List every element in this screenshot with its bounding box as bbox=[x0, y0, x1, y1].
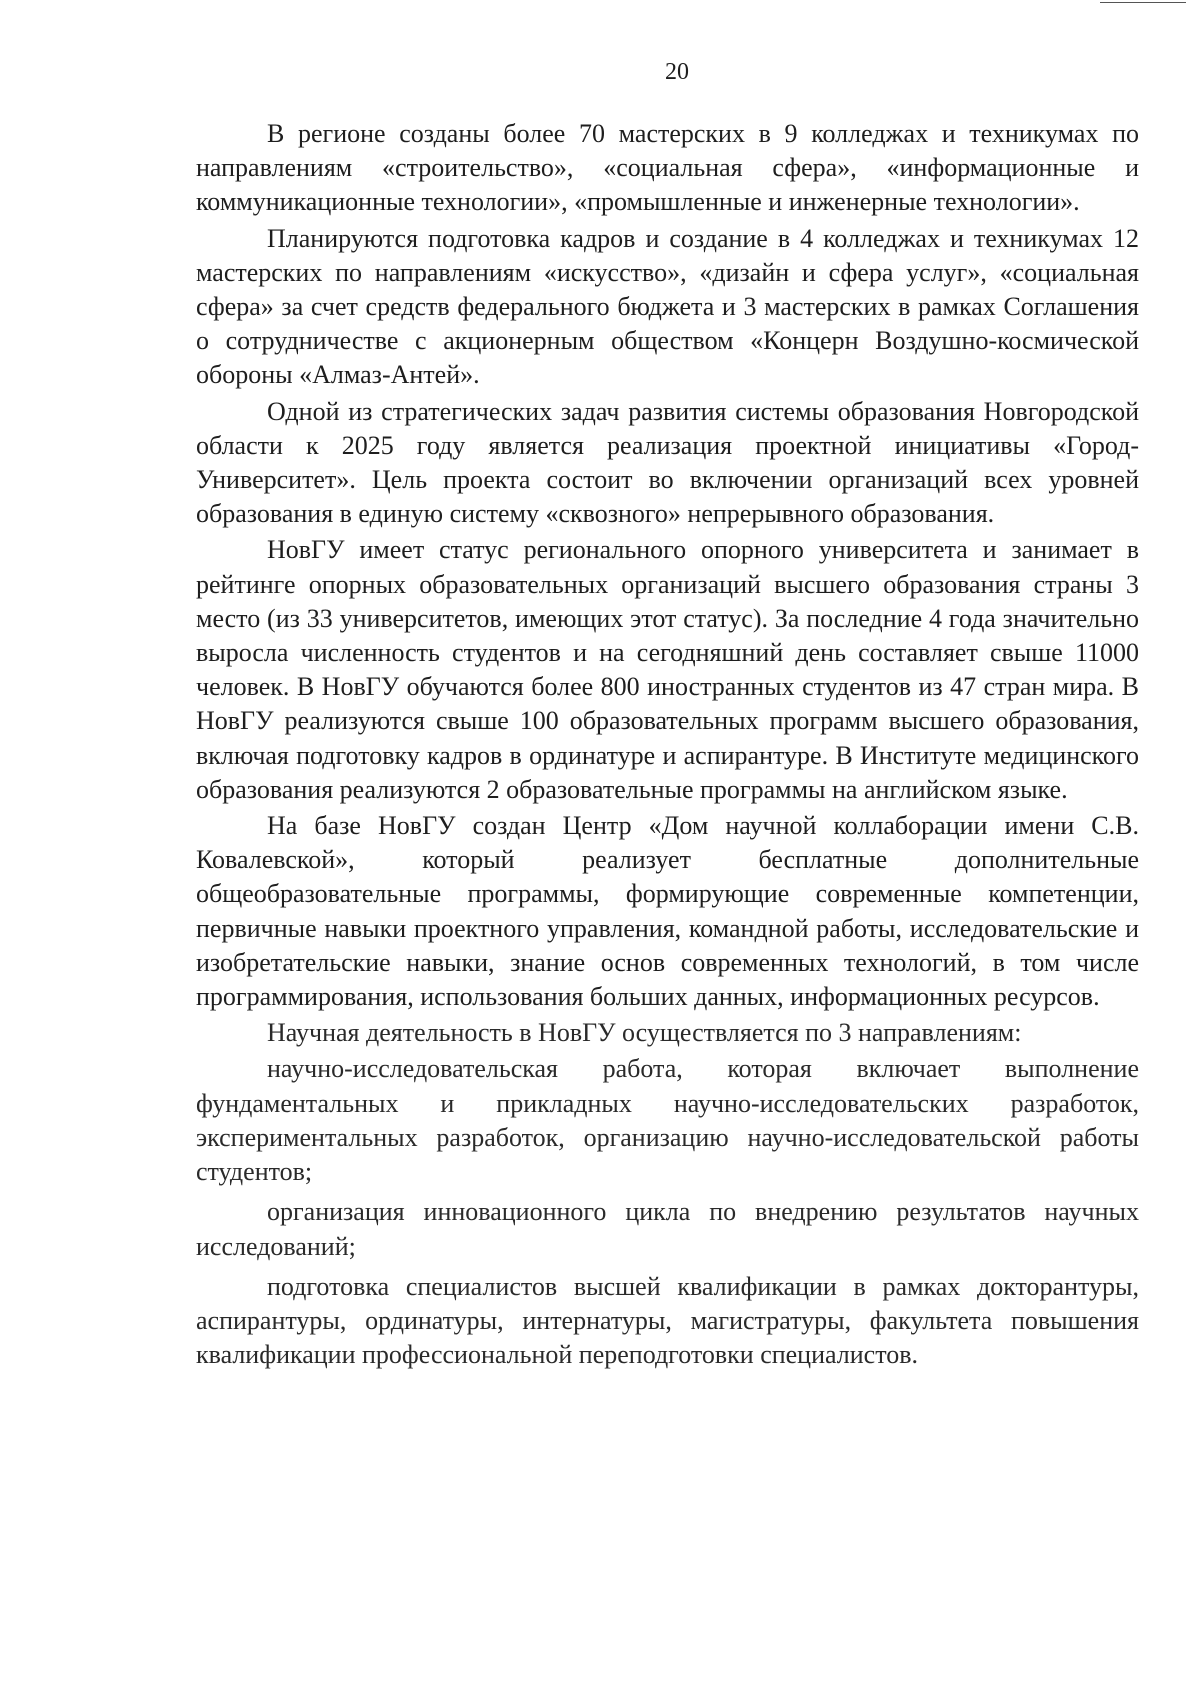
page-number: 20 bbox=[665, 59, 689, 85]
list-item-innovation-cycle: организация инновационного цикла по внедрению результатов научных исследований; bbox=[196, 1197, 1139, 1261]
list-item-specialist-training: подготовка специалистов высшей квалификации в рамках докторантуры, аспирантуры, ординатуры, интернатуры, магистратуры, факультета повышения квалификации профессиональной переподготовки специалистов. bbox=[196, 1271, 1139, 1370]
scan-corner-line bbox=[1100, 2, 1186, 3]
paragraph-kovalevskaya-center: На базе НовГУ создан Центр «Дом научной коллаборации имени С.В. Ковалевской», который реализует бесплатные дополнительные общеобразовательные программы, формирующие современные компетенции, первичные навыки проектного управления, командной работы, исследовательские и изобретательские навыки, знание основ современных технологий, в том числе программирования, использования больших данных, информационных ресурсов. bbox=[196, 811, 1139, 1012]
paragraph-city-university: Одной из стратегических задач развития системы образования Новгородской области к 2025 году является реализация проектной инициативы «Город-Университет». Цель проекта состоит во включении организаций всех уровней образования в единую систему «сквозного» непрерывного образования. bbox=[196, 396, 1139, 529]
paragraph-research-intro: Научная деятельность в НовГУ осуществляется по 3 направлениям: bbox=[267, 1018, 1022, 1048]
paragraph-planned-training: Планируются подготовка кадров и создание в 4 колледжах и техникумах 12 мастерских по направлениям «искусство», «дизайн и сфера услуг», «социальная сфера» за счет средств федерального бюджета и 3 мастерских в рамках Соглашения о сотрудничестве с акционерным обществом «Концерн Воздушно-космической обороны «Алмаз-Антей». bbox=[196, 223, 1139, 390]
paragraph-workshops: В регионе созданы более 70 мастерских в 9 колледжах и техникумах по направлениям «строительство», «социальная сфера», «информационные и коммуникационные технологии», «промышленные и инженерные технологии». bbox=[196, 119, 1139, 217]
list-item-research-work: научно-исследовательская работа, которая включает выполнение фундаментальных и прикладных научно-исследовательских разработок, экспериментальных разработок, организацию научно-исследовательской работы студентов; bbox=[196, 1054, 1139, 1187]
body-text bbox=[196, 117, 1139, 1372]
paragraph-novgu-status: НовГУ имеет статус регионального опорного университета и занимает в рейтинге опорных образовательных организаций высшего образования страны 3 место (из 33 университетов, имеющих этот статус). За последние 4 года значительно выросла численность студентов и на сегодняшний день составляет свыше 11000 человек. В НовГУ обучаются более 800 иностранных студентов из 47 стран мира. В НовГУ реализуются свыше 100 образовательных программ высшего образования, включая подготовку кадров в ординатуре и аспирантуре. В Институте медицинского образования реализуются 2 образовательные программы на английском языке. bbox=[196, 535, 1139, 804]
